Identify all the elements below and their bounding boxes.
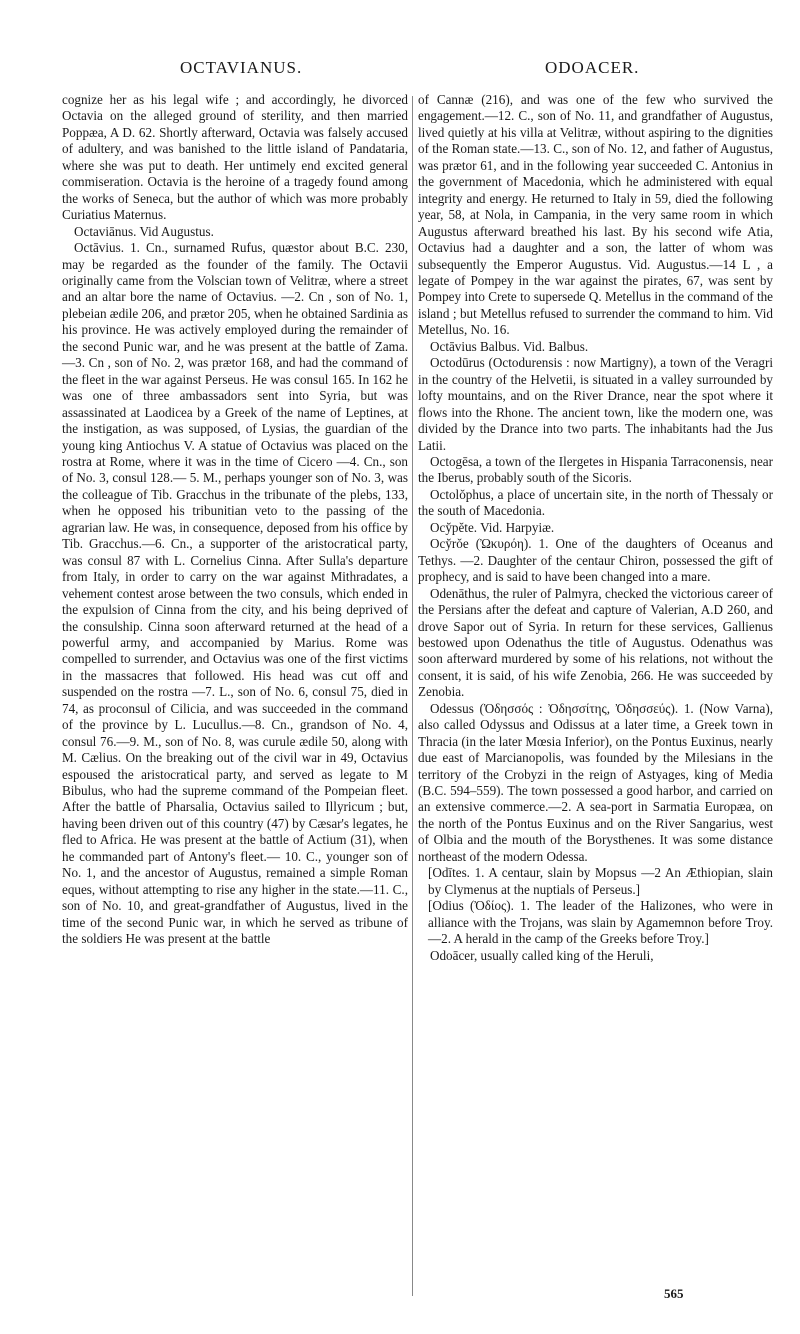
- paragraph: cognize her as his legal wife ; and accordingly, he divorced Octavia on the alleged ground of sterility, and then married Poppæa, A D. 62. Shortly afterward, Octavia was falsely accused of adultery, and was banished to the little island of Pandataria, where she was put to death. Her untimely end excited general commiseration. Octavia is the heroine of a tragedy found among the works of Seneca, but the author of which was more probably Curiatius Maternus.: [62, 92, 408, 223]
- header-left-title: OCTAVIANUS.: [180, 58, 303, 77]
- entry-octavius: Octāvius. 1. Cn., surnamed Rufus, quæstor about B.C. 230, may be regarded as the founder of the family. The Octavii originally came from the Volscian town of Velitræ, where a street and an altar bore the name of Octavius. —2. Cn , son of No. 1, plebeian ædile 206, and prætor 205, when he obtained Sardinia as his province. He was actively employed during the remainder of the second Punic war, and he was present at the battle of Zama.—3. Cn , son of No. 2, was prætor 168, and had the command of the fleet in the war against Perseus. He was consul 165. In 162 he was one of three ambassadors sent into Syria, but was assassinated at Laodicea by a Greek of the name of Leptines, at the instigation, as was supposed, of Lysias, the guardian of the young king Antiochus V. A statue of Octavius was placed on the rostra at Rome, where it was in the time of Cicero —4. Cn., son of No. 3, consul 128.— 5. M., perhaps younger son of No. 3, was the colleague of Tib. Gracchus in the tribunate of the plebs, 133, when he opposed his tribunitian veto to the passing of the agrarian law. He was, in consequence, deposed from his office by Tib. Gracchus.—6. Cn., a supporter of the aristocratical party, was consul 87 with L. Cornelius Cinna. After Sulla's departure from Italy, in order to carry on the war against Mithradates, a vehement contest arose between the two consuls, which ended in the expulsion of Cinna from the city, and his being deprived of the consulship. Cinna soon afterward returned at the head of a powerful army, and accompanied by Marius. Rome was compelled to surrender, and Octavius was one of the first victims in the massacres that followed. His head was cut off and suspended on the rostra —7. L., son of No. 6, consul 75, died in 74, as proconsul of Cilicia, and was succeeded in the command of the province by L. Lucullus.—8. Cn., grandson of No. 4, consul 76.—9. M., son of No. 8, was curule ædile 50, along with M. Cælius. On the breaking out of the civil war in 49, Octavius espoused the aristocratical party, and served as legate to M Bibulus, who had the supreme command of the Pompeian fleet. After the battle of Pharsalia, Octavius sailed to Illyricum ; but, having been driven out of this country (47) by Cæsar's legates, he fled to Africa. He was present at the battle of Actium (31), when he commanded part of Antony's fleet.— 10. C., younger son of No. 1, and the ancestor of Augustus, remained a simple Roman eques, without attempting to rise any higher in the state.—11. C., son of No. 10, and great-grandfather of Augustus, lived in the time of the second Punic war, in which he served as tribune of the soldiers He was present at the battle: [62, 240, 408, 947]
- left-column: [62, 92, 408, 948]
- column-divider: [412, 96, 413, 1296]
- entry-odoacer: Odoācer, usually called king of the Heruli,: [430, 947, 654, 963]
- page-number: 565: [664, 1286, 684, 1301]
- entry-odius: [Odius (Ὀδίος). 1. The leader of the Halizones, who were in alliance with the Trojans, was slain by Agamemnon before Troy.—2. A herald in the camp of the Greeks before Troy.]: [428, 898, 773, 947]
- paragraph: of Cannæ (216), and was one of the few who survived the engagement.—12. C., son of No. 11, and grandfather of Augustus, lived quietly at his villa at Velitræ, without aspiring to the dignities of the Roman state.—13. C., son of No. 12, and father of Augustus, was prætor 61, and in the following year succeeded C. Antonius in the government of Macedonia, which he administered with equal integrity and energy. He returned to Italy in 59, died the following year, 58, at Nola, in Campania, in the very same room in which Augustus afterward breathed his last. By his second wife Atia, Octavius had a daughter and a son, the latter of whom was subsequently the Emperor Augustus. Vid. Augustus.—14 L , a legate of Pompey in the war against the pirates, 67, was sent by Pompey into Crete to supersede Q. Metellus in the command of the island ; but Metellus refused to surrender the command to him. Vid Metellus, No. 16.: [418, 92, 773, 338]
- running-header: [0, 58, 800, 82]
- header-right-title: ODOACER.: [545, 58, 640, 77]
- entry-octolophus: Octolŏphus, a place of uncertain site, in the north of Thessaly or the south of Macedonia.: [418, 486, 773, 519]
- entry-octodurus: Octodūrus (Octodurensis : now Martigny), a town of the Veragri in the country of the Helvetii, is situated in a valley surrounded by lofty mountains, and on the River Drance, near the spot where it flows into the Rhone. The ancient town, like the modern one, was divided by the Drance into two parts. The inhabitants had the Jus Latii.: [418, 355, 773, 453]
- entry-octavianus: Octaviānus. Vid Augustus.: [74, 223, 214, 239]
- entry-octogesa: Octogēsa, a town of the Ilergetes in Hispania Tarraconensis, near the Iberus, probably south of the Sicoris.: [418, 453, 773, 486]
- entry-odenathus: Odenāthus, the ruler of Palmyra, checked the victorious career of the Persians after the defeat and capture of Valerian, A.D 260, and drove Sapor out of Syria. In return for these services, Gallienus bestowed upon Odenathus the title of Augustus. Odenathus was soon afterward murdered by some of his relations, not without the consent, it is said, of his wife Zenobia, 266. He was succeeded by Zenobia.: [418, 585, 773, 700]
- entry-ocypete: Ocy̆pĕte. Vid. Harpyiæ.: [430, 519, 555, 535]
- entry-ocyroe: Ocy̆rŏe (Ὠκυρόη). 1. One of the daughters of Oceanus and Tethys. —2. Daughter of the centaur Chiron, possessed the gift of prophecy, and is said to have been changed into a mare.: [418, 536, 773, 585]
- entry-octavius-balbus: Octāvius Balbus. Vid. Balbus.: [430, 338, 589, 354]
- entry-odessus: Odessus (Ὀδησσός : Ὀδησσίτης, Ὀδησσεύς). 1. (Now Varna), also called Odyssus and Odissus at a later time, a Greek town in Thracia (in the later Mœsia Inferior), on the Pontus Euxinus, nearly due east of Marcianopolis, was founded by the Milesians in the territory of the Crobyzi in the reign of Astyages, king of Media (B.C. 594–559). The town possessed a good harbor, and carried on an extensive commerce.—2. A sea-port in Sarmatia Europæa, on the north of the Pontus Euxinus and on the River Sangarius, west of Olbia and the mouth of the Borysthenes. It was some distance northeast of the modern Odessa.: [418, 700, 773, 864]
- entry-odites: [Odītes. 1. A centaur, slain by Mopsus —2 An Æthiopian, slain by Clymenus at the nuptials of Perseus.]: [428, 865, 773, 897]
- right-column: [418, 92, 773, 964]
